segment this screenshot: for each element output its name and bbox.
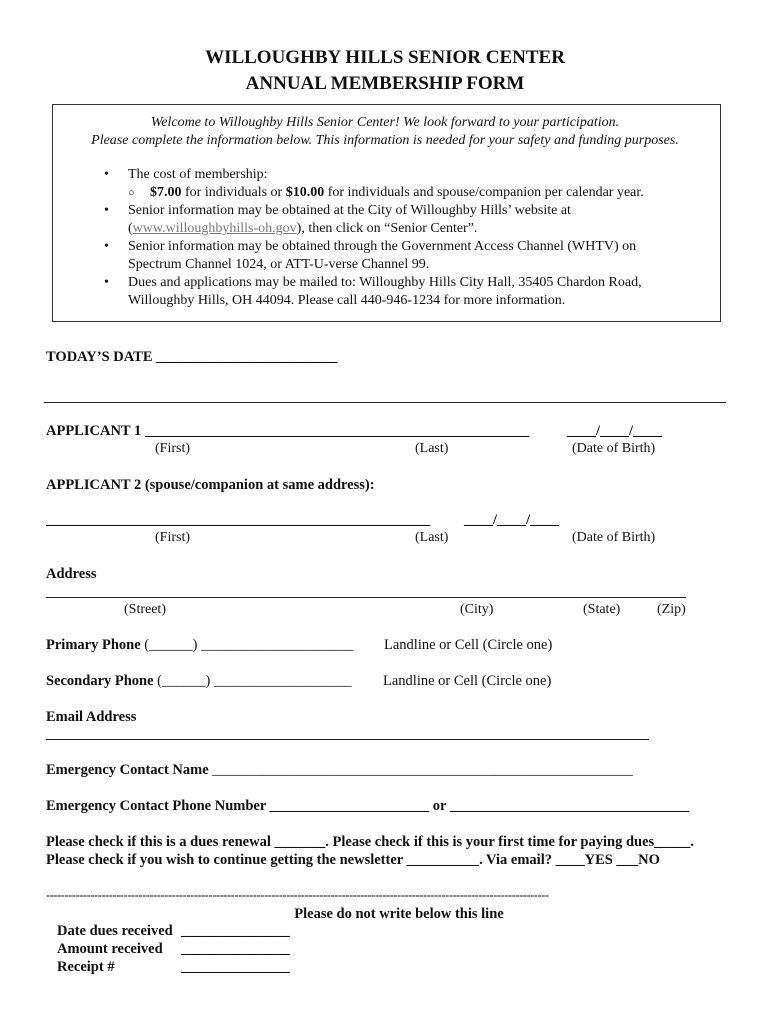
paren-open: ( xyxy=(128,221,133,236)
emergency-name-field[interactable] xyxy=(46,761,633,779)
city-caption: (City) xyxy=(460,602,494,617)
or-text: or xyxy=(432,798,447,814)
applicant1-dob-blank[interactable]: ____/____/____ xyxy=(567,423,663,439)
date-received-blank: _______________ xyxy=(181,923,290,939)
secondary-phone-label: Secondary Phone xyxy=(46,673,154,689)
first-name-caption: (First) xyxy=(155,530,190,545)
applicant1-name-field[interactable] xyxy=(46,422,529,440)
applicant2-label: APPLICANT 2 (spouse/companion at same address): xyxy=(46,477,375,493)
receipt-blank: _______________ xyxy=(181,959,290,975)
bullet-dot: • xyxy=(104,239,109,254)
receipt-label: Receipt # xyxy=(57,959,115,975)
dob-caption: (Date of Birth) xyxy=(572,530,656,545)
zip-caption: (Zip) xyxy=(657,602,686,617)
street-caption: (Street) xyxy=(124,602,166,617)
sub-bullet-circle: ○ xyxy=(128,187,135,199)
price-couple: $10.00 xyxy=(285,185,325,200)
bullet-dot: • xyxy=(104,203,109,218)
email-label: Email Address xyxy=(46,709,137,725)
primary-phone-type[interactable]: Landline or Cell (Circle one) xyxy=(384,637,553,653)
last-name-caption: (Last) xyxy=(415,441,449,456)
website-info-end: ), then click on “Senior Center”. xyxy=(296,221,478,236)
secondary-phone-field[interactable] xyxy=(46,672,352,690)
applicant2-name-blank[interactable]: _____________________________________________________ xyxy=(46,512,431,528)
bullet-dot: • xyxy=(104,275,109,290)
emergency-phone-label: Emergency Contact Phone Number xyxy=(46,798,267,814)
applicant2-dob-blank[interactable]: ____/____/____ xyxy=(464,512,560,528)
do-not-write-notice: Please do not write below this line xyxy=(294,906,504,922)
emergency-phone-field[interactable] xyxy=(46,797,689,815)
instruction-text: Please complete the information below. This information is needed for your safety and funding purposes. xyxy=(91,133,679,148)
amount-received-label: Amount received xyxy=(57,941,163,957)
secondary-phone-blank[interactable]: (______) ___________________ xyxy=(157,673,352,689)
bullet-dot: • xyxy=(104,167,109,182)
emergency-phone-blank1[interactable]: ______________________ xyxy=(269,798,430,814)
cut-line: ---------------------------------------------------------------------------------------------------------------------------------------- xyxy=(46,888,549,902)
email-line[interactable] xyxy=(46,739,649,740)
channel-info-line2: Spectrum Channel 1024, or ATT-U-verse Channel 99. xyxy=(128,257,430,272)
membership-price-line xyxy=(150,184,644,202)
date-received-label: Date dues received xyxy=(57,923,173,939)
primary-phone-blank[interactable]: (______) _____________________ xyxy=(144,637,354,653)
newsletter-line[interactable]: Please check if you wish to continue getting the newsletter __________. Via email? ____YES ___NO xyxy=(46,852,660,868)
emergency-name-label: Emergency Contact Name xyxy=(46,762,209,778)
emergency-phone-blank2[interactable]: _________________________________ xyxy=(449,798,690,814)
emergency-name-blank[interactable]: __________________________________________________________ xyxy=(212,762,633,778)
section-divider xyxy=(44,402,726,403)
website-info-line1: Senior information may be obtained at the City of Willoughby Hills’ website at xyxy=(128,203,571,218)
price-text-mid: for individuals or xyxy=(181,185,286,200)
form-title-line1: WILLOUGHBY HILLS SENIOR CENTER xyxy=(205,47,565,68)
primary-phone-field[interactable] xyxy=(46,636,353,654)
website-info-line2 xyxy=(128,220,477,238)
channel-info-line1: Senior information may be obtained through the Government Access Channel (WHTV) on xyxy=(128,239,637,254)
todays-date-label: TODAY’S DATE xyxy=(46,349,153,365)
applicant1-label: APPLICANT 1 xyxy=(46,423,142,439)
primary-phone-label: Primary Phone xyxy=(46,637,141,653)
dues-renewal-line[interactable]: Please check if this is a dues renewal _______. Please check if this is your first time for paying dues_____. xyxy=(46,834,695,850)
last-name-caption: (Last) xyxy=(415,530,449,545)
first-name-caption: (First) xyxy=(155,441,190,456)
state-caption: (State) xyxy=(583,602,621,617)
secondary-phone-type[interactable]: Landline or Cell (Circle one) xyxy=(383,673,552,689)
todays-date-blank[interactable]: _________________________ xyxy=(156,349,338,365)
address-line[interactable] xyxy=(46,597,686,598)
welcome-text: Welcome to Willoughby Hills Senior Center! We look forward to your participation. xyxy=(150,115,620,130)
applicant1-name-blank[interactable]: _____________________________________________________ xyxy=(144,423,530,439)
dob-caption: (Date of Birth) xyxy=(572,441,656,456)
todays-date-field[interactable] xyxy=(46,348,337,366)
mailing-info-line1: Dues and applications may be mailed to: Willoughby Hills City Hall, 35405 Chardon Road, xyxy=(128,275,642,290)
address-label: Address xyxy=(46,566,97,582)
city-website-link[interactable]: www.willoughbyhills-oh.gov xyxy=(132,221,297,236)
price-text-end: for individuals and spouse/companion per calendar year. xyxy=(324,185,644,200)
form-title-line2: ANNUAL MEMBERSHIP FORM xyxy=(245,73,525,94)
mailing-info-line2: Willoughby Hills, OH 44094. Please call 440-946-1234 for more information. xyxy=(128,293,566,308)
membership-cost-heading: The cost of membership: xyxy=(128,167,268,182)
amount-received-blank: _______________ xyxy=(181,941,290,957)
price-individual: $7.00 xyxy=(150,185,182,200)
